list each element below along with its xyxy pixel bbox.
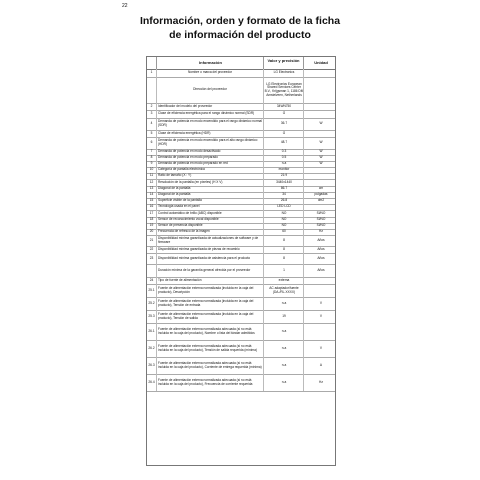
row-description: Fuente de alimentación externa normalizada adecuada (si no está incluida en la caja del producto), Frecuencia de corriente requerida <box>156 374 263 391</box>
row-unit: SI/NO <box>303 210 338 217</box>
row-unit <box>303 179 338 186</box>
row-value: NO <box>263 217 304 223</box>
table-row <box>147 340 335 358</box>
row-description: Diagonal de la pantalla <box>156 186 263 192</box>
row-value: 19 <box>263 310 304 323</box>
row-description: Diagonal de la pantalla <box>156 192 263 198</box>
row-value: n.a <box>263 340 304 357</box>
row-number: 17 <box>149 210 154 215</box>
row-value: G <box>263 110 304 118</box>
row-number: 7 <box>150 149 153 154</box>
row-unit: Hz <box>303 374 338 391</box>
row-description: Fuente de alimentación externa normalizada (incluida en la caja del producto), Tensión de entrada <box>156 297 263 310</box>
row-unit: dm2 <box>303 198 338 204</box>
row-description: Tipo de fuente de alimentación <box>156 277 263 284</box>
row-value: AC adaptador/fuente (DA-/RL-XXXX) <box>263 284 304 297</box>
row-value: externa <box>263 277 304 284</box>
row-unit: W <box>303 149 338 155</box>
row-number: 10 <box>149 167 154 172</box>
row-value: 36.7 <box>263 118 304 130</box>
row-unit <box>303 277 338 284</box>
table-row <box>147 323 335 341</box>
page-title <box>120 14 360 42</box>
row-number: 15 <box>149 198 154 203</box>
row-description: Demanda de potencia en modo encendido para el alto rango dinámico (HDR) <box>156 137 263 149</box>
row-number: 1 <box>150 70 153 75</box>
row-unit: W <box>303 161 338 167</box>
row-unit: Años <box>303 264 338 277</box>
row-unit: W <box>303 155 338 161</box>
row-description: Categoría de pantalla electrónica <box>156 167 263 173</box>
row-description: Disponibilidad mínima garantizada de asistencia para el producto <box>156 253 263 264</box>
product-info-table <box>146 56 336 466</box>
row-description: Resolución de la pantalla (en píxeles) (H X V) <box>156 179 263 186</box>
header-unit: Unidad <box>303 57 338 69</box>
row-number: 6 <box>150 140 153 145</box>
row-number: 16 <box>149 204 154 209</box>
row-value: n.a <box>263 323 304 340</box>
page-number: 22 <box>122 3 128 9</box>
table-row <box>147 310 335 324</box>
table-row <box>147 374 335 392</box>
header-value: Valor y precisión <box>263 57 303 69</box>
row-number: 26.1 <box>148 328 155 333</box>
row-value: 34WN750 <box>263 103 304 110</box>
table-row <box>147 284 335 298</box>
header-info: Información <box>156 57 264 69</box>
row-number: 11 <box>149 173 154 178</box>
row-description: Tecnología usada en el panel <box>156 204 263 210</box>
row-description: Fuente de alimentación externa normalizada adecuada (si no está incluida en la caja del producto), Tensión de salida requerida (mínima) <box>156 340 263 357</box>
row-unit <box>303 77 338 103</box>
row-number: 9 <box>150 161 153 166</box>
row-description: Demanda de potencia en modo encendido para el rango dinámico normal (SDR) <box>156 118 263 130</box>
row-description: Demanda de potencia en modo desactivado <box>156 149 263 155</box>
row-value: monitor <box>263 167 304 173</box>
row-value: 60 <box>263 229 304 235</box>
row-description: Fuente de alimentación externa normalizada (incluida en la caja del producto), Descripción <box>156 284 263 297</box>
row-unit <box>303 130 338 137</box>
row-value: LG Electronics European Shared Services Center B.V., Krijgsman 1, 1186 DM Amstelveen, Netherlands <box>263 77 304 103</box>
row-description: Identificador del modelo del proveedor <box>156 103 263 110</box>
row-unit: W <box>303 137 338 149</box>
row-unit <box>303 103 338 110</box>
row-value: n.a <box>263 161 304 167</box>
row-description: Fuente de alimentación externa normalizada adecuada (si no está incluida en la caja del producto), Nombre o lista del tándar admitidos <box>156 323 263 340</box>
row-unit: V <box>303 310 338 323</box>
row-number: 4 <box>150 121 153 126</box>
row-description: Disponibilidad mínima garantizada de actualizaciones de software y de firmware <box>156 235 263 246</box>
title-line-2: de información del producto <box>169 29 311 41</box>
row-number: 5 <box>150 130 153 135</box>
row-value: 8 <box>263 253 304 264</box>
row-number: 20 <box>149 229 154 234</box>
row-description: Sensor de reconocimiento vocal disponible <box>156 217 263 223</box>
row-number: 13 <box>149 186 154 191</box>
row-number <box>147 264 156 277</box>
row-description: Sensor de presencia disponible <box>156 223 263 229</box>
row-description: Demanda de potencia en modo preparado <box>156 155 263 161</box>
row-unit: SI/NO <box>303 217 338 223</box>
row-unit <box>303 110 338 118</box>
row-value: LED LCD <box>263 204 304 210</box>
row-value: 26.8 <box>263 198 304 204</box>
row-description: Superficie visible de la pantalla <box>156 198 263 204</box>
row-number: 25.3 <box>148 313 155 318</box>
row-number: 25.2 <box>148 300 155 305</box>
row-number: 26.2 <box>148 345 155 350</box>
row-number: 24 <box>149 277 154 282</box>
table-row <box>147 264 335 278</box>
row-number: 22 <box>149 246 154 251</box>
row-number: 2 <box>150 103 153 108</box>
row-description: Demanda de potencia en modo preparado en red <box>156 161 263 167</box>
row-unit: Hz <box>303 229 338 235</box>
row-unit: pulgadas <box>303 192 338 198</box>
row-value: 3440x1440 <box>263 179 304 186</box>
row-value: 8 <box>263 246 304 253</box>
row-number: 19 <box>149 223 154 228</box>
row-description: Nombre o marca del proveedor <box>156 69 263 77</box>
row-unit: A <box>303 357 338 374</box>
row-value: n.a <box>263 297 304 310</box>
row-description: Clase de eficiencia energética (HDR) <box>156 130 263 137</box>
row-number: 26.4 <box>148 379 155 384</box>
row-description: Duración mínima de la garantía general ofrecida por el proveedor <box>156 264 263 277</box>
row-unit: V <box>303 297 338 310</box>
row-unit <box>303 323 338 340</box>
row-description: Frecuencia de refresco de la imagen <box>156 229 263 235</box>
table-row <box>147 77 335 104</box>
row-unit: V <box>303 340 338 357</box>
row-unit: cm <box>303 186 338 192</box>
row-number: 18 <box>149 217 154 222</box>
row-number: 23 <box>149 255 154 260</box>
row-number: 12 <box>149 179 154 184</box>
row-value: NO <box>263 210 304 217</box>
row-value: n.a <box>263 357 304 374</box>
row-description: Fuente de alimentación externa normalizada adecuada (si no está incluida en la caja del producto), Corriente de entrega requerida (mínima) <box>156 357 263 374</box>
row-unit <box>303 284 338 297</box>
row-value: 34 <box>263 192 304 198</box>
row-value: 8 <box>263 235 304 246</box>
table-row <box>147 297 335 311</box>
title-line-1: Información, orden y formato de la ficha <box>139 15 341 27</box>
row-description: Control automático de brillo (ABC) disponible <box>156 210 263 217</box>
row-value: NO <box>263 223 304 229</box>
row-description: Clase de eficiencia energética para el rango dinámico normal (SDR) <box>156 110 263 118</box>
row-unit: Años <box>303 253 338 264</box>
row-number: 14 <box>149 192 154 197</box>
row-unit: W <box>303 118 338 130</box>
row-unit: Años <box>303 235 338 246</box>
table-row <box>147 357 335 375</box>
row-unit: Años <box>303 246 338 253</box>
row-value: n.a <box>263 374 304 391</box>
row-number <box>147 77 156 103</box>
row-description: Ratio de tamaño (X : Y) <box>156 173 263 179</box>
row-value: 21:9 <box>263 173 304 179</box>
row-value: 0.5 <box>263 155 304 161</box>
row-description: Disponibilidad mínima garantizada de piezas de recambio <box>156 246 263 253</box>
row-number: 26.3 <box>148 362 155 367</box>
row-value: LG Electronics <box>263 69 304 77</box>
row-unit: SI/NO <box>303 223 338 229</box>
row-unit <box>303 69 338 77</box>
row-value: 86.7 <box>263 186 304 192</box>
row-description: Fuente de alimentación externa normalizada (incluida en la caja del producto), Tensión de salida <box>156 310 263 323</box>
row-value: G <box>263 130 304 137</box>
row-number: 21 <box>149 237 154 242</box>
row-value: 48.7 <box>263 137 304 149</box>
row-description: Dirección del proveedor <box>156 77 263 103</box>
row-value: 1 <box>263 264 304 277</box>
row-number: 25.1 <box>148 287 155 292</box>
row-number: 8 <box>150 155 153 160</box>
row-number: 3 <box>150 111 153 116</box>
row-value: 0.3 <box>263 149 304 155</box>
